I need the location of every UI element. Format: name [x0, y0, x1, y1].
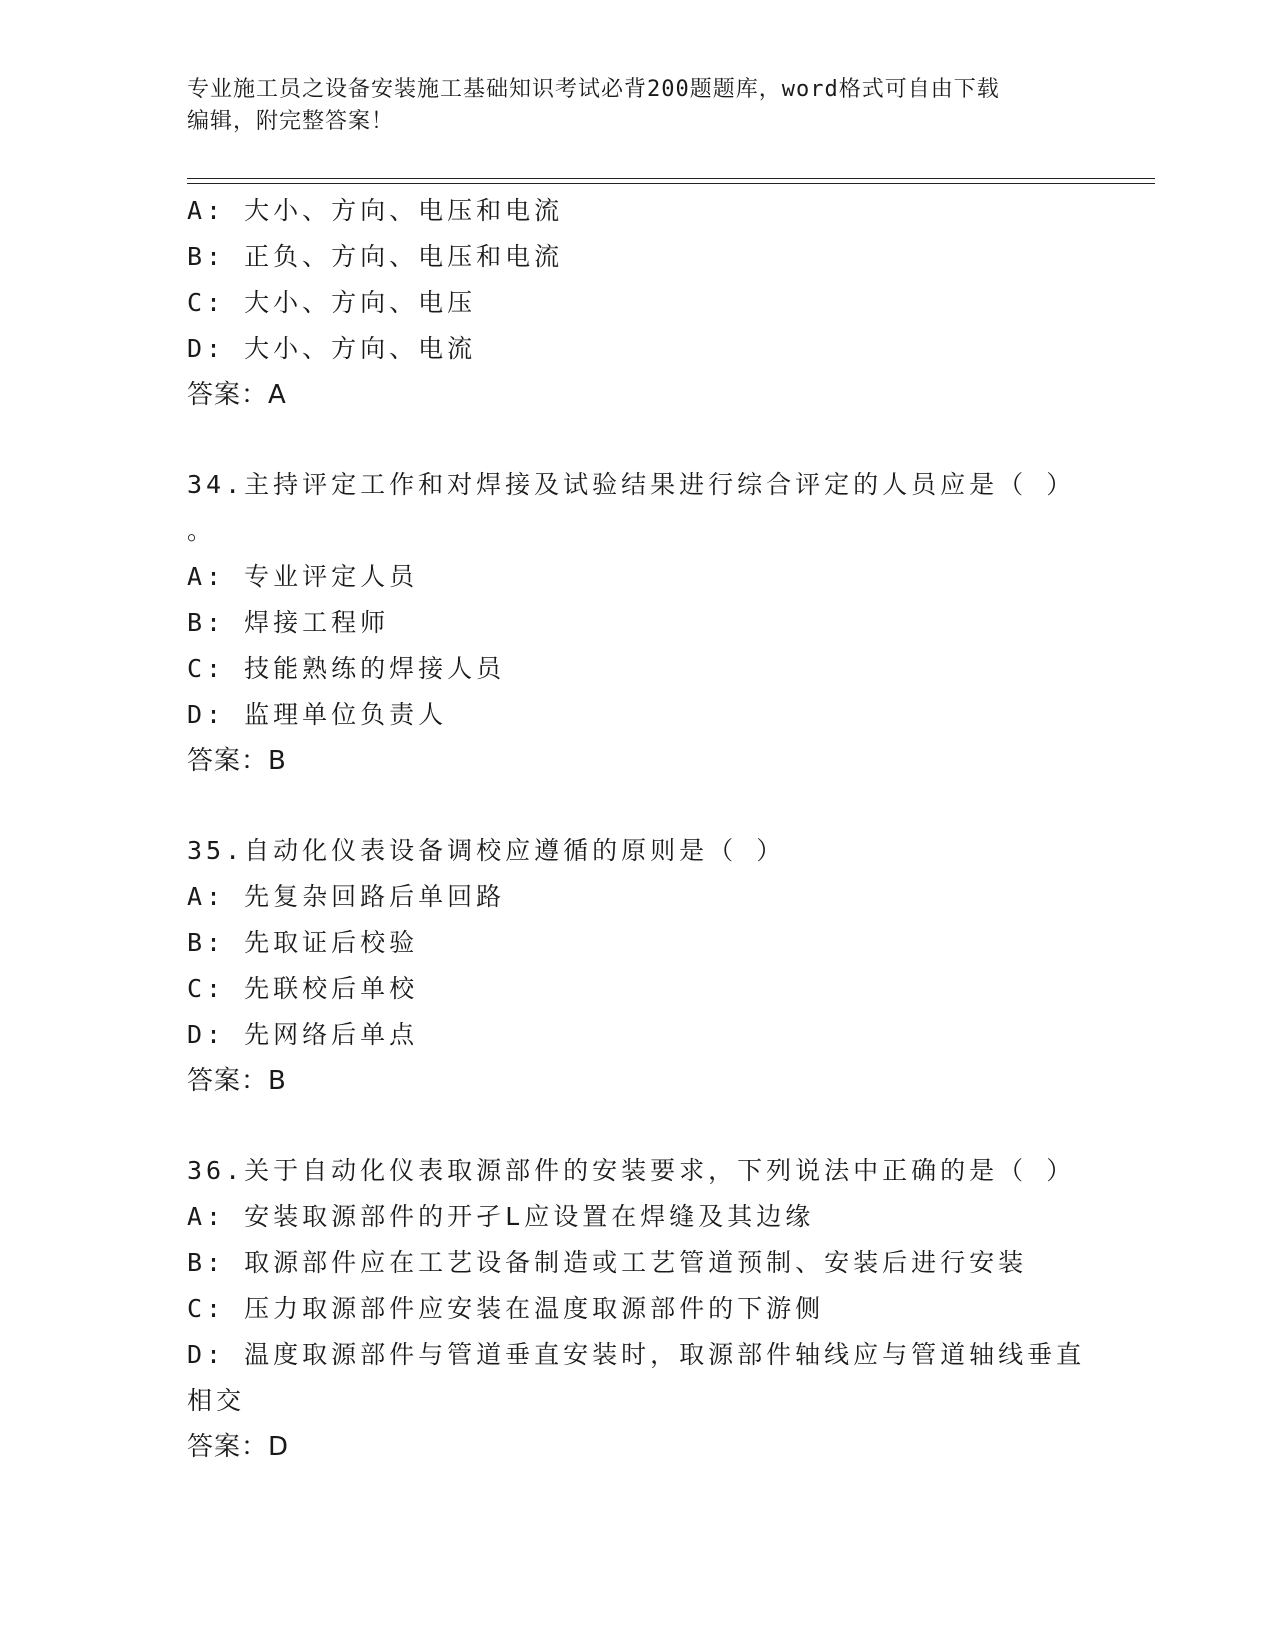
option-d: D: 先网络后单点: [187, 1020, 419, 1049]
option-c: C: 大小、方向、电压: [187, 288, 477, 317]
header-divider-top: [187, 178, 1155, 179]
spacer: [187, 784, 1087, 828]
question-block-33: [187, 188, 1087, 418]
header-title-line-1: 专业施工员之设备安装施工基础知识考试必背200题题库，word格式可自由下载: [187, 77, 1000, 102]
question-text: 36.关于自动化仪表取源部件的安装要求，下列说法中正确的是（ ）: [187, 1156, 1076, 1185]
question-list: [187, 188, 1087, 1470]
option-c: C: 技能熟练的焊接人员: [187, 654, 506, 683]
option-a: A: 大小、方向、电压和电流: [187, 196, 564, 225]
spacer: [187, 1104, 1087, 1148]
question-text-cont: 。: [187, 516, 217, 545]
question-block-35: [187, 828, 1087, 1104]
question-block-36: [187, 1148, 1087, 1470]
question-text: 35.自动化仪表设备调校应遵循的原则是（ ）: [187, 836, 786, 865]
option-d: D: 监理单位负责人: [187, 700, 448, 729]
header-title-line-2: 编辑，附完整答案！: [187, 109, 395, 134]
option-b: B: 正负、方向、电压和电流: [187, 242, 564, 271]
option-d: D: 温度取源部件与管道垂直安装时，取源部件轴线应与管道轴线垂直: [187, 1340, 1086, 1369]
spacer: [187, 418, 1087, 462]
option-c: C: 压力取源部件应安装在温度取源部件的下游侧: [187, 1294, 825, 1323]
question-block-34: [187, 462, 1087, 784]
option-a: A: 先复杂回路后单回路: [187, 882, 506, 911]
option-d-cont: 相交: [187, 1386, 246, 1415]
option-b: B: 先取证后校验: [187, 928, 419, 957]
answer-label: 答案：D: [187, 1432, 290, 1462]
header-divider-bottom: [187, 183, 1155, 184]
answer-label: 答案：B: [187, 1066, 287, 1096]
option-b: B: 取源部件应在工艺设备制造或工艺管道预制、安装后进行安装: [187, 1248, 1028, 1277]
option-a: A: 安装取源部件的开孑L应设置在焊缝及其边缘: [187, 1202, 815, 1231]
answer-label: 答案：A: [187, 380, 287, 410]
answer-label: 答案：B: [187, 746, 287, 776]
option-c: C: 先联校后单校: [187, 974, 419, 1003]
option-d: D: 大小、方向、电流: [187, 334, 477, 363]
option-a: A: 专业评定人员: [187, 562, 419, 591]
option-b: B: 焊接工程师: [187, 608, 390, 637]
document-header: [187, 74, 1087, 138]
question-text: 34.主持评定工作和对焊接及试验结果进行综合评定的人员应是（ ）: [187, 470, 1076, 499]
